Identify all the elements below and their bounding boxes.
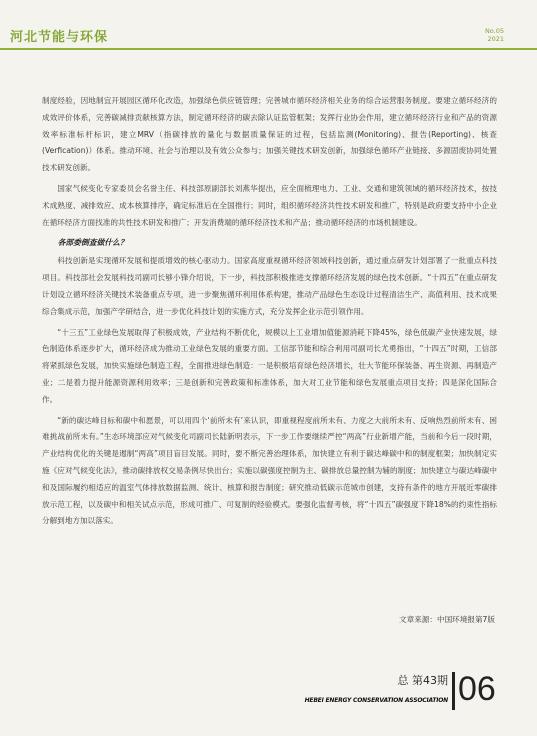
section-heading: 各部委倒查做什么？ (57, 238, 128, 248)
paragraph: “新的碳达峰目标和碳中和愿景，可以用四个‘前所未有’来认识，即重视程度前所未有、力度之大前所未有、反响热烈前所未有、困难挑战前所未有。”生态环境部应对气候变化司副司长陆新明表示，下一步工作要继续严控“两高”行业新增产能，当前和今后一段时期，产业结构优化的关键是遏制“两高”项目盲目发展。同时，要不断完善治理体系，加快建立有利于碳达峰碳中和的制度框架；加快制定实施《应对气候变化法》，推动碳排放权交易条例尽快出台；实施以碳强度控制为主、碳排放总量控制为辅的制度；加快建立与碳达峰碳中和及国际履约相适应的温室气体排放数据监测、统计、核算和报告制度；研究推动低碳示范城市创建，支持有条件的地方开展近零碳排放示范工程，以及碳中和相关试点示范，形成可推广、可复制的经验模式。要强化监督考核，将“十四五”碳强度下降18%的约束性指标分解到地方加以落实。 (42, 415, 497, 526)
page-number: 06 (458, 670, 496, 708)
footer-publication: HEBEI ENERGY CONSERVATION ASSOCIATION (304, 697, 448, 704)
article-source: 文章来源：中国环境报第7版 (399, 615, 495, 624)
paragraph: 制度经验，因地制宜开展园区循环化改造，加强绿色供应链管理；完善城市循环经济相关业务的综合运营服务制度。要建立循环经济的成效评价体系，完善碳减排贡献核算方法，制定循环经济的碳去除认证监管框架；发挥行业协会作用，建立循环经济行业和产品的资源效率标准标杆标识，建立MRV（指碳排放的量化与数据质量保证的过程，包括监测(Monitoring)、报告(Reporting)、核查(Verfication)）体系。推动环境、社会与治理以及有效公众参与；加强关键技术研发创新，加强绿色循环产业链接、多源固废协同处置技术研发创新。 (42, 96, 497, 173)
footer-issue-label: 总 第43期 (397, 674, 448, 687)
paragraph: 国家气候变化专家委员会名誉主任、科技部原副部长刘燕华提出，应全面梳理电力、工业、交通和建筑领域的循环经济技术，按技术成熟度、减排效应、成本核算排序，确定标准后在全国推行；同时，组织循环经济共性技术研发和推广，特别是政府要支持中小企业在循环经济方面找准的共性技术研发和推广；开发消费端的循环经济技术和产品；推动循环经济的市场机制建设。 (42, 183, 497, 227)
issue-year: 2021 (487, 35, 504, 43)
issue-number: No.05 (484, 27, 504, 35)
magazine-title: 河北节能与环保 (10, 30, 109, 45)
issue-info (485, 27, 504, 43)
paragraph: 科技创新是实现循环发展和提质增效的核心驱动力。国家高度重视循环经济领域科技创新，通过重点研发计划部署了一批重点科技项目。科技部社会发展科技司副司长够小锋介绍说，下一步，科技部积极推进支撑循环经济发展的绿色技术创新。“十四五”在重点研发计划设立循环经济关键技术装备重点专项，进一步聚焦循环利用体系构建，推动产品绿色生态设计过程清洁生产、高值利用、技术成果综合集成示范，加强产学研结合，进一步优化科技计划的实施方式，充分发挥企业示范引领作用。 (42, 256, 497, 316)
footer-divider (452, 672, 455, 710)
header-divider (0, 48, 537, 50)
page-header (0, 27, 537, 49)
paragraph: “十三五”工业绿色发展取得了积极成效，产业结构不断优化，规模以上工业增加值能源消耗下降45%，绿色低碳产业快速发展，绿色制造体系逐步扩大，循环经济成为推动工业绿色发展的重要方面。工信部节能和综合利用司副司长尤勇指出，“十四五”时期，工信部将紧抓绿色发展，加快实施绿色制造工程，全面推进绿色制造：一是积极培育绿色经济增长，壮大节能环保装备、再生资源、再制造产业；二是着力提升能源资源利用效率；三是创新和完善政策和标准体系，加大对工业节能和绿色发展重点项目支持；四是深化国际合作。 (42, 327, 497, 404)
article-body (42, 93, 497, 534)
